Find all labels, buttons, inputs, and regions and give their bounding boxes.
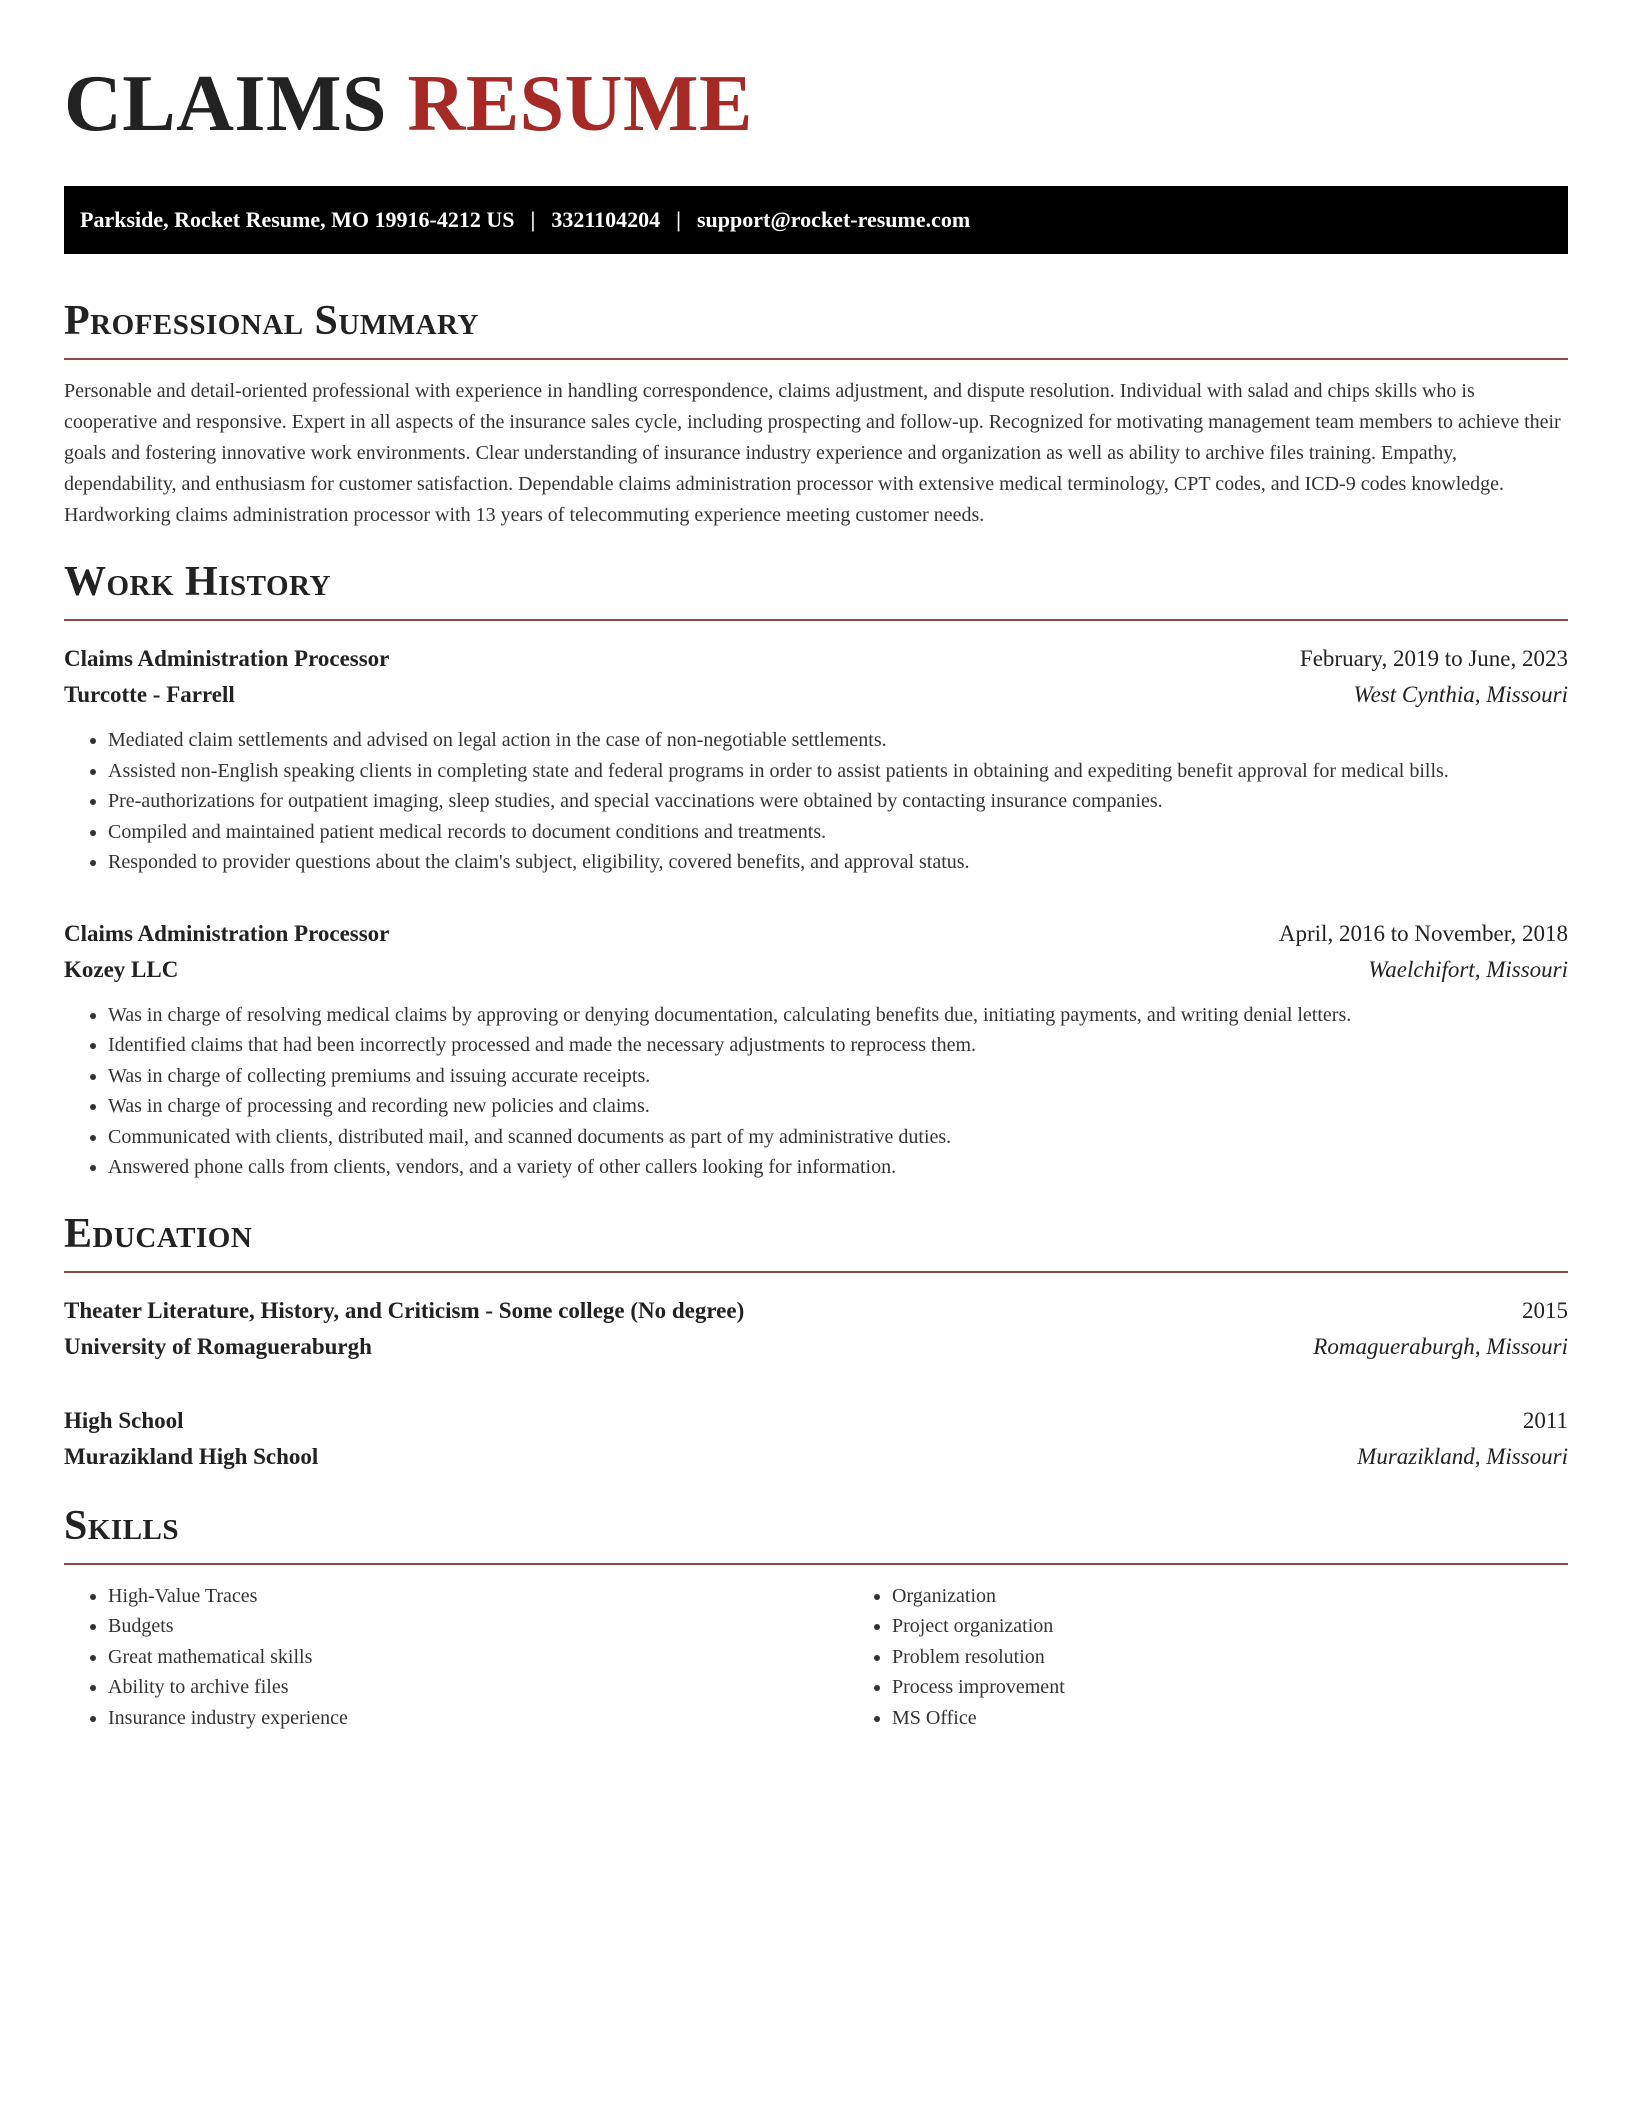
job-duty-item: • Was in charge of collecting premiums and issuing accurate receipts. <box>108 1061 1568 1092</box>
education-school: Murazikland High School <box>64 1443 319 1469</box>
skills-list-left <box>64 1581 848 1734</box>
skills-columns <box>64 1581 1568 1734</box>
education-school: University of Romagueraburgh <box>64 1333 372 1359</box>
skill-item: • High-Value Traces <box>108 1581 848 1612</box>
skills-list-right <box>848 1581 1568 1734</box>
contact-bar <box>64 186 1568 254</box>
job-duty-item: • Pre-authorizations for outpatient imaging, sleep studies, and special vaccinations were obtained by contacting insurance companies. <box>108 786 1568 817</box>
job-duty-item: • Assisted non-English speaking clients in completing state and federal programs in order to assist patients in obtaining and expediting benefit approval for medical bills. <box>108 756 1568 787</box>
education-section <box>64 1209 1568 1475</box>
job-company-row <box>64 952 1568 988</box>
work-history-section <box>64 557 1568 1183</box>
job-entry <box>64 641 1568 878</box>
section-divider <box>64 358 1568 360</box>
contact-separator: | <box>530 207 536 232</box>
education-header-row <box>64 1403 1568 1439</box>
education-entry <box>64 1403 1568 1475</box>
section-divider <box>64 1563 1568 1565</box>
job-title: Claims Administration Processor <box>64 646 390 671</box>
job-duty-item: • Was in charge of resolving medical claims by approving or denying documentation, calculating benefits due, initiating payments, and writing denial letters. <box>108 1000 1568 1031</box>
skill-item: • Problem resolution <box>892 1642 1568 1673</box>
education-degree: Theater Literature, History, and Criticism - Some college (No degree) <box>64 1297 745 1323</box>
job-duty-item: • Was in charge of processing and recording new policies and claims. <box>108 1091 1568 1122</box>
section-heading-skills: Skills <box>64 1502 180 1549</box>
job-entry <box>64 916 1568 1183</box>
job-duty-item: • Compiled and maintained patient medical records to document conditions and treatments. <box>108 817 1568 848</box>
title-word-claims: CLAIMS <box>64 60 388 148</box>
job-company-row <box>64 677 1568 713</box>
education-entry <box>64 1293 1568 1365</box>
section-divider <box>64 1271 1568 1273</box>
education-location: Murazikland, Missouri <box>1357 1443 1568 1469</box>
section-divider <box>64 619 1568 621</box>
job-duties-list <box>64 1000 1568 1183</box>
skill-item: • Budgets <box>108 1611 848 1642</box>
skill-item: • Project organization <box>892 1611 1568 1642</box>
job-company: Kozey LLC <box>64 956 179 982</box>
section-heading-summary: Professional Summary <box>64 298 479 344</box>
job-duty-item: • Answered phone calls from clients, vendors, and a variety of other callers looking for information. <box>108 1152 1568 1183</box>
resume-title <box>64 56 1568 152</box>
summary-text: Personable and detail-oriented professional with experience in handling correspondence, claims adjustment, and dispute resolution. Individual with salad and chips skills who is cooperative and responsive. Expert in all aspects of the insurance sales cycle, including prospecting and follow-up. Recognized for motivating management team members to achieve their goals and fostering innovative work environments. Clear understanding of insurance industry experience and organization as well as ability to archive files training. Empathy, dependability, and enthusiasm for customer satisfaction. Dependable claims administration processor with extensive medical terminology, CPT codes, and ICD-9 codes knowledge. Hardworking claims administration processor with 13 years of telecommuting experience meeting customer needs. <box>64 380 1561 526</box>
contact-email: support@rocket-resume.com <box>696 207 971 232</box>
job-company: Turcotte - Farrell <box>64 682 235 707</box>
education-school-row <box>64 1439 1568 1475</box>
job-duty-item: • Identified claims that had been incorrectly processed and made the necessary adjustments to reprocess them. <box>108 1030 1568 1061</box>
title-word-resume: RESUME <box>407 60 753 148</box>
skills-section <box>64 1501 1568 1734</box>
section-heading-work-history: Work History <box>64 559 331 605</box>
job-title: Claims Administration Processor <box>64 920 390 946</box>
education-header-row <box>64 1293 1568 1329</box>
education-year: 2011 <box>1522 1407 1568 1433</box>
summary-section <box>64 296 1568 531</box>
education-school-row <box>64 1329 1568 1365</box>
contact-phone: 3321104204 <box>551 207 661 232</box>
job-dates: February, 2019 to June, 2023 <box>1299 646 1568 671</box>
job-duty-item: • Mediated claim settlements and advised on legal action in the case of non-negotiable settlements. <box>108 725 1568 756</box>
contact-address: Parkside, Rocket Resume, MO 19916-4212 US <box>80 207 515 232</box>
section-heading-education: Education <box>64 1210 253 1257</box>
education-location: Romagueraburgh, Missouri <box>1313 1333 1568 1359</box>
education-year: 2015 <box>1522 1297 1568 1323</box>
skill-item: • Great mathematical skills <box>108 1642 848 1673</box>
skill-item: • Process improvement <box>892 1672 1568 1703</box>
job-location: Waelchifort, Missouri <box>1368 956 1568 982</box>
education-degree: High School <box>64 1407 184 1433</box>
job-dates: April, 2016 to November, 2018 <box>1278 920 1568 946</box>
skill-item: • MS Office <box>892 1703 1568 1734</box>
skill-item: • Organization <box>892 1581 1568 1612</box>
skill-item: • Ability to archive files <box>108 1672 848 1703</box>
job-header-row <box>64 641 1568 677</box>
job-duties-list <box>64 725 1568 878</box>
job-header-row <box>64 916 1568 952</box>
skill-item: • Insurance industry experience <box>108 1703 848 1734</box>
job-duty-item: • Communicated with clients, distributed mail, and scanned documents as part of my administrative duties. <box>108 1122 1568 1153</box>
job-duty-item: • Responded to provider questions about the claim's subject, eligibility, covered benefits, and approval status. <box>108 847 1568 878</box>
contact-separator: | <box>676 207 681 232</box>
job-location: West Cynthia, Missouri <box>1353 682 1568 707</box>
